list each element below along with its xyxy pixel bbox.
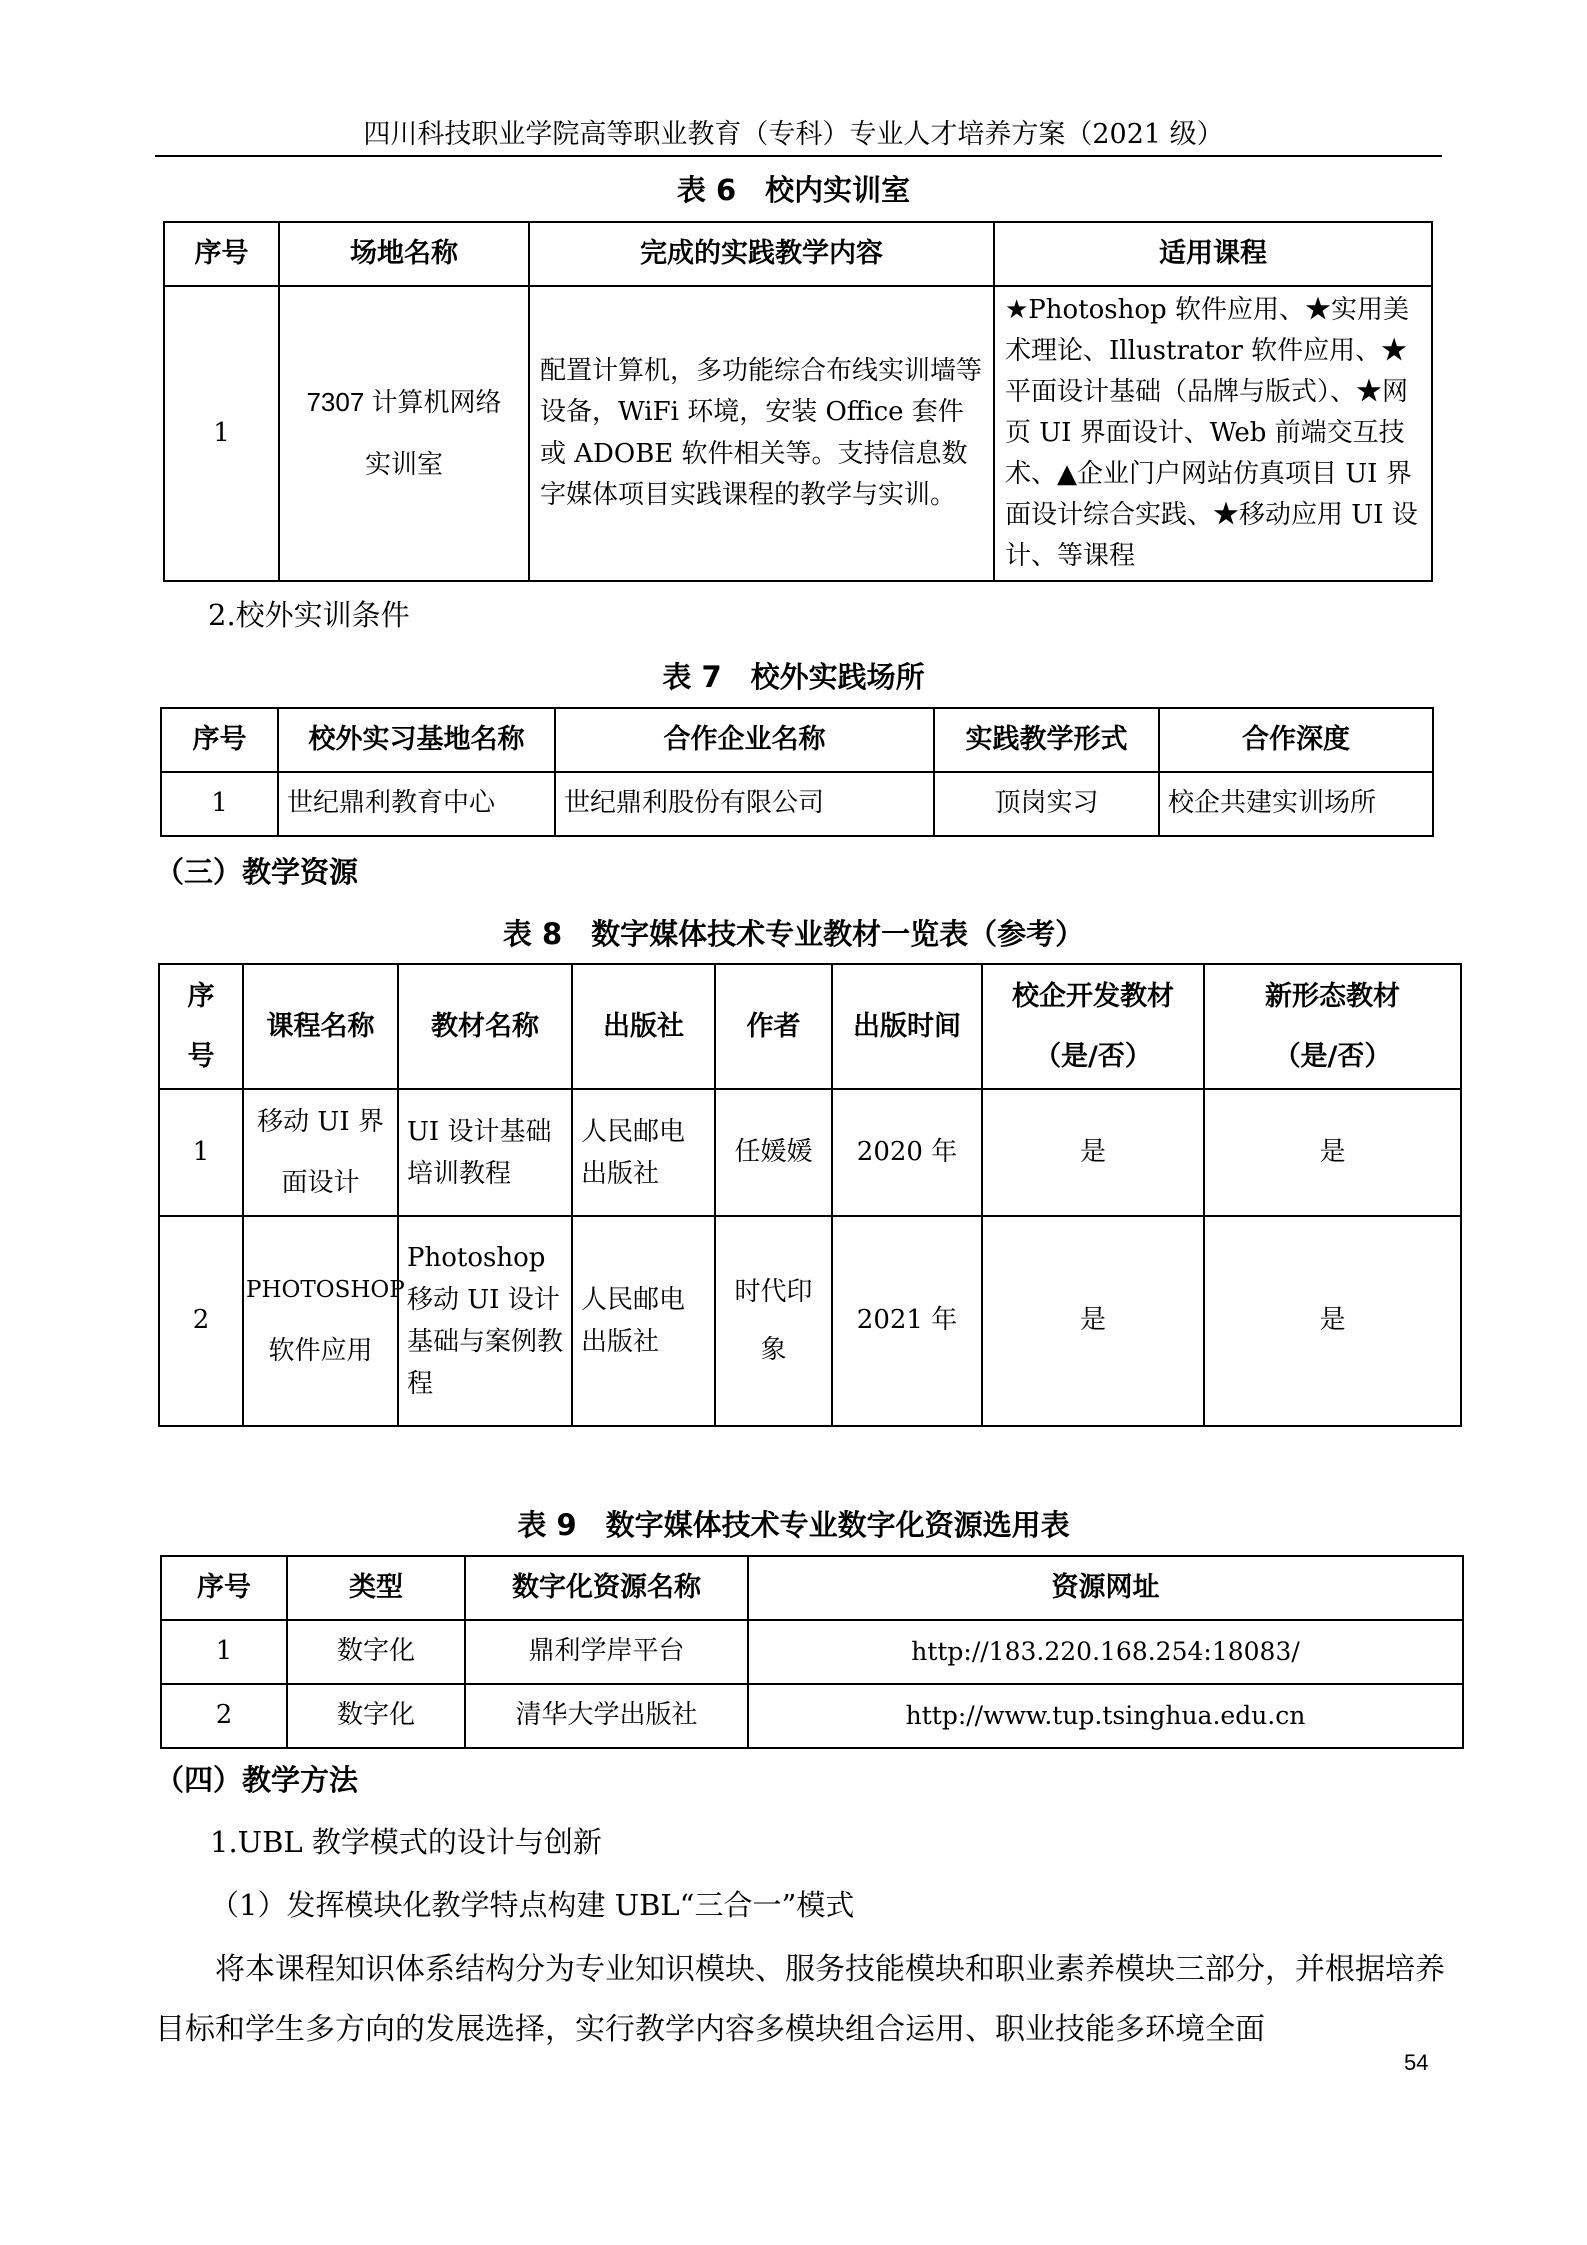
- subsection-ubl-1: （1）发挥模块化教学特点构建 UBL“三合一”模式: [210, 1888, 855, 1922]
- table8-cell-newform: 是: [1204, 1089, 1461, 1216]
- section-teaching-methods: （四）教学方法: [155, 1763, 359, 1797]
- table8-cell-publisher: 人民邮电出版社: [572, 1216, 715, 1426]
- table9-header-url: 资源网址: [748, 1556, 1463, 1620]
- table6-caption: 表 6 校内实训室: [676, 173, 911, 207]
- table7-cell-no: 1: [161, 772, 278, 836]
- table6-header-site: 场地名称: [279, 222, 529, 286]
- table7-cell-base: 世纪鼎利教育中心: [278, 772, 555, 836]
- table9-header-type: 类型: [287, 1556, 465, 1620]
- table8-cell-author: 任媛媛: [715, 1089, 832, 1216]
- table8-header-time: 出版时间: [832, 964, 982, 1089]
- running-header: 四川科技职业学院高等职业教育（专科）专业人才培养方案（2021 级）: [363, 119, 1224, 150]
- table6-cell-no: 1: [164, 286, 279, 581]
- table9-cell-type: 数字化: [287, 1620, 465, 1684]
- section-offcampus-heading: 2.校外实训条件: [208, 598, 410, 632]
- table9-cell-url: http://183.220.168.254:18083/: [748, 1620, 1463, 1684]
- table7-header-base: 校外实习基地名称: [278, 708, 555, 772]
- table9-cell-type: 数字化: [287, 1684, 465, 1748]
- table8-cell-school: 是: [982, 1089, 1204, 1216]
- table-row: [159, 1216, 1461, 1426]
- table6-header-content: 完成的实践教学内容: [529, 222, 994, 286]
- table7-cell-depth: 校企共建实训场所: [1159, 772, 1433, 836]
- table8-header-no: [159, 964, 243, 1089]
- table8-cell-publisher: 人民邮电出版社: [572, 1089, 715, 1216]
- table6: [163, 221, 1433, 582]
- table7-header-form: 实践教学形式: [934, 708, 1159, 772]
- table7-caption: 表 7 校外实践场所: [662, 660, 925, 694]
- table8-cell-school: 是: [982, 1216, 1204, 1426]
- header-line: 新形态教材: [1265, 980, 1400, 1012]
- table8-cell-book: UI 设计基础培训教程: [398, 1089, 572, 1216]
- table8-header-publisher: 出版社: [572, 964, 715, 1089]
- table-row: [161, 1684, 1463, 1748]
- table7: [160, 707, 1434, 837]
- header-line: 号: [187, 1040, 215, 1072]
- table6-header-courses: 适用课程: [994, 222, 1432, 286]
- header-line: （是/否）: [1273, 1040, 1392, 1072]
- header-divider: [155, 155, 1442, 157]
- table8-cell-course: [243, 1216, 405, 1426]
- site-line: 实训室: [364, 449, 443, 480]
- header-line: （是/否）: [1034, 1040, 1152, 1072]
- table9-cell-url: http://www.tup.tsinghua.edu.cn: [748, 1684, 1463, 1748]
- table9-header-name: 数字化资源名称: [465, 1556, 748, 1620]
- table8-header-course: 课程名称: [243, 964, 398, 1089]
- table8-header-school: [982, 964, 1204, 1089]
- table7-cell-form: 顶岗实习: [934, 772, 1159, 836]
- table9-cell-name: 鼎利学岸平台: [465, 1620, 748, 1684]
- table8-cell-no: 1: [159, 1089, 243, 1216]
- table9-caption: 表 9 数字媒体技术专业数字化资源选用表: [517, 1508, 1070, 1542]
- table8-cell-time: 2020 年: [832, 1089, 982, 1216]
- table8: [158, 963, 1462, 1427]
- table-row: [161, 1620, 1463, 1684]
- table-row: [159, 1089, 1461, 1216]
- table8-caption: 表 8 数字媒体技术专业教材一览表（参考）: [502, 917, 1085, 951]
- table6-cell-courses: ★Photoshop 软件应用、★实用美术理论、Illustrator 软件应用、★平面设计基础（品牌与版式）、★网页 UI 界面设计、Web 前端交互技术、▲企业门户网站仿真项目 UI 界面设计综合实践、★移动应用 UI 设计、等课程: [994, 286, 1432, 581]
- site-line: 7307 计算机网络: [306, 386, 502, 417]
- subsection-ubl: 1.UBL 教学模式的设计与创新: [210, 1825, 602, 1859]
- table8-cell-newform: 是: [1204, 1216, 1461, 1426]
- table7-header-depth: 合作深度: [1159, 708, 1433, 772]
- table8-cell-author: 时代印象: [715, 1216, 832, 1426]
- course-line: PHOTOSHOP: [246, 1277, 405, 1303]
- table6-cell-site: [279, 286, 529, 581]
- table-row: [161, 772, 1433, 836]
- table8-cell-time: 2021 年: [832, 1216, 982, 1426]
- course-line: 软件应用: [268, 1336, 373, 1366]
- table8-cell-course: [243, 1089, 398, 1216]
- table9-header-no: 序号: [161, 1556, 287, 1620]
- header-line: 校企开发教材: [1012, 980, 1174, 1012]
- table8-header-newform: [1204, 964, 1461, 1089]
- table9: [160, 1555, 1464, 1749]
- table-row: [164, 286, 1432, 581]
- body-paragraph: 将本课程知识体系结构分为专业知识模块、服务技能模块和职业素养模块三部分，并根据培养目标和学生多方向的发展选择，实行教学内容多模块组合运用、职业技能多环境全面: [155, 1952, 1445, 2047]
- table8-cell-book: Photoshop 移动 UI 设计基础与案例教程: [398, 1216, 572, 1426]
- section-teaching-resources: （三）教学资源: [155, 855, 359, 889]
- table8-header-book: 教材名称: [398, 964, 572, 1089]
- course-line: 面设计: [281, 1167, 360, 1198]
- table7-cell-company: 世纪鼎利股份有限公司: [555, 772, 934, 836]
- table7-header-company: 合作企业名称: [555, 708, 934, 772]
- page-number: 54: [1404, 2050, 1429, 2075]
- course-line: 移动 UI 界: [257, 1106, 384, 1137]
- header-line: 序: [187, 980, 215, 1012]
- table8-cell-no: 2: [159, 1216, 243, 1426]
- table9-cell-no: 1: [161, 1620, 287, 1684]
- table6-header-no: 序号: [164, 222, 279, 286]
- table9-cell-no: 2: [161, 1684, 287, 1748]
- table6-cell-content: 配置计算机，多功能综合布线实训墙等设备，WiFi 环境，安装 Office 套件或 ADOBE 软件相关等。支持信息数字媒体项目实践课程的教学与实训。: [529, 286, 994, 581]
- table7-header-no: 序号: [161, 708, 278, 772]
- table8-header-author: 作者: [715, 964, 832, 1089]
- table9-cell-name: 清华大学出版社: [465, 1684, 748, 1748]
